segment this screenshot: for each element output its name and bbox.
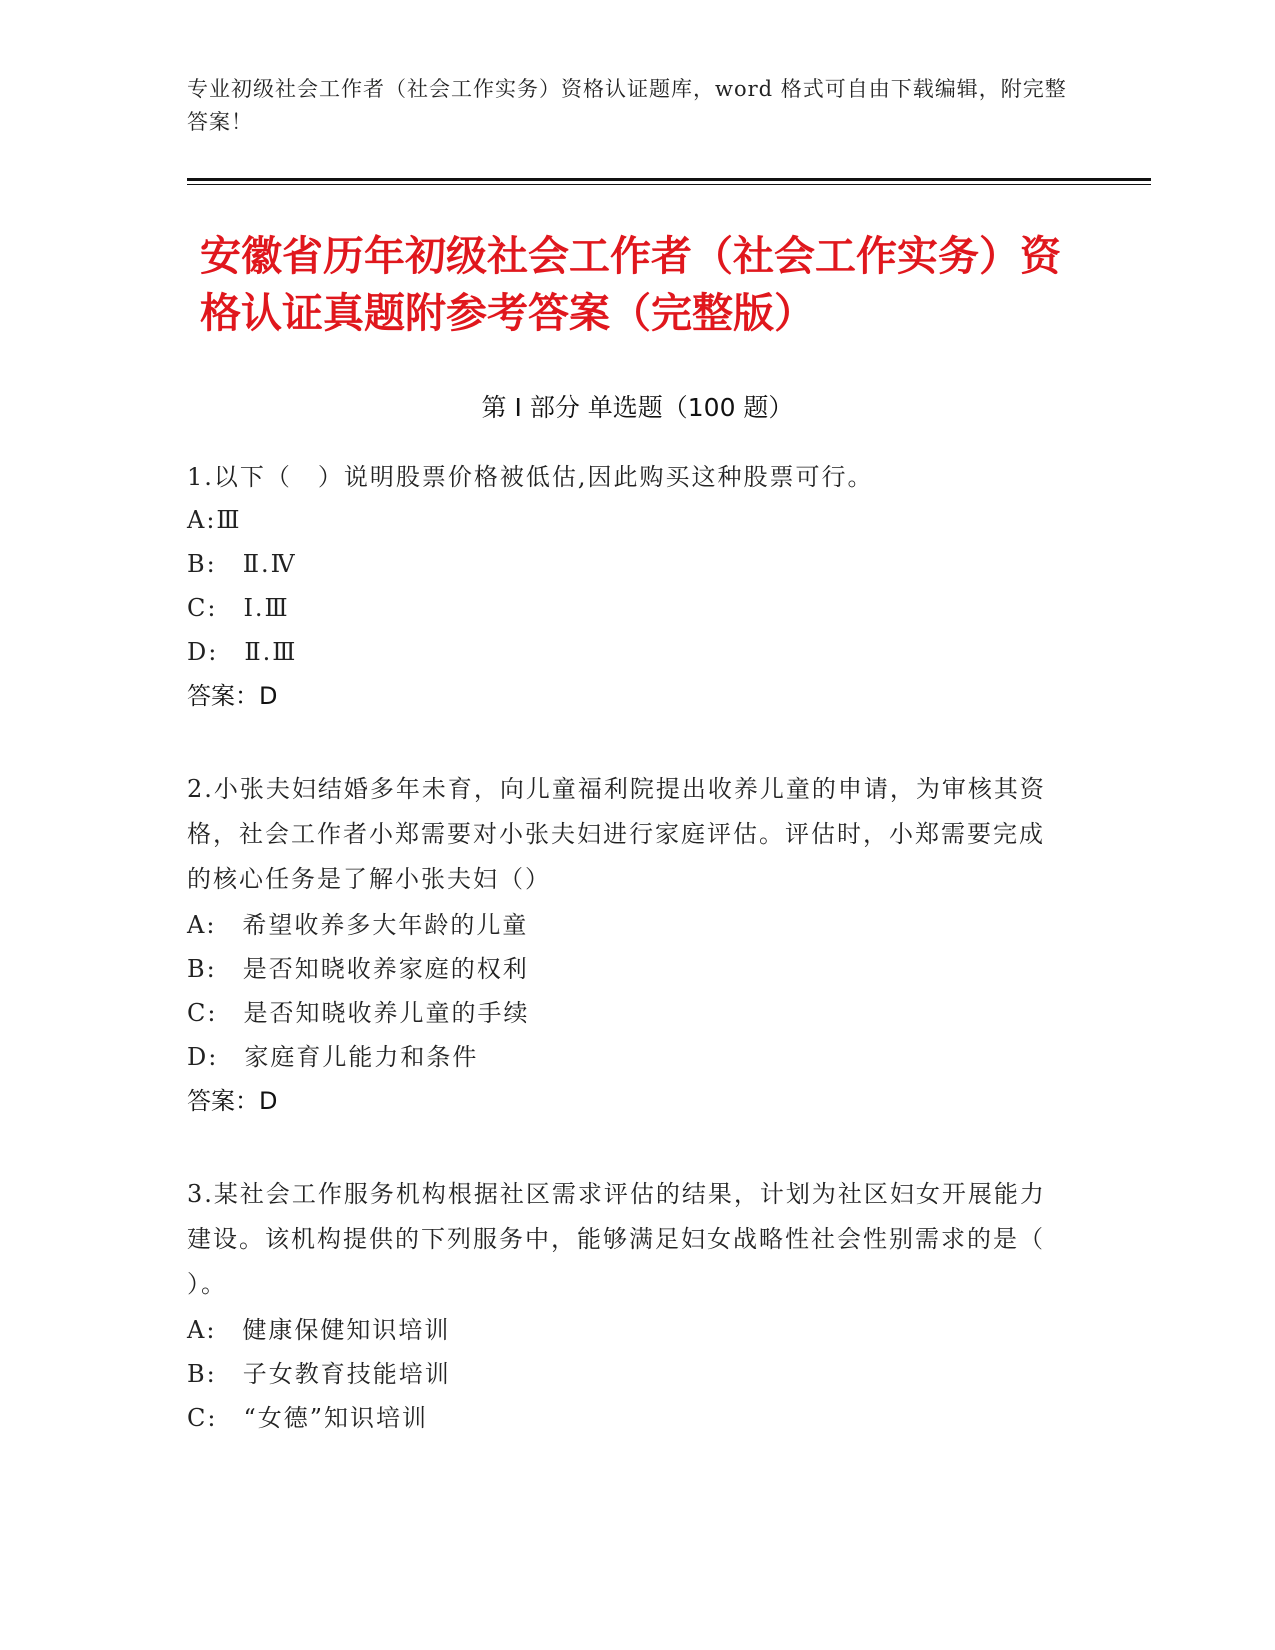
question-2-option-d: D: 家庭育儿能力和条件	[187, 1043, 479, 1071]
section-heading: 第 I 部分 单选题（100 题）	[481, 393, 794, 422]
question-1-option-a: A:Ⅲ	[187, 506, 242, 534]
header-rule-thick	[187, 178, 1151, 181]
question-2-stem: 2.小张夫妇结婚多年未育，向儿童福利院提出收养儿童的申请，为审核其资格，社会工作者小郑需要对小张夫妇进行家庭评估。评估时，小郑需要完成的核心任务是了解小张夫妇（）	[187, 775, 1046, 893]
question-1-option-c: C: Ⅰ.Ⅲ	[187, 594, 290, 622]
question-3-option-c: C: “女德”知识培训	[187, 1404, 428, 1432]
header-rule-thin	[187, 184, 1151, 185]
question-3-option-b: B: 子女教育技能培训	[187, 1360, 451, 1388]
document-title: 安徽省历年初级社会工作者（社会工作实务）资格认证真题附参考答案（完整版）	[200, 232, 1061, 337]
header-note: 专业初级社会工作者（社会工作实务）资格认证题库，word 格式可自由下载编辑，附完整答案！	[187, 77, 1067, 134]
question-2-option-b: B: 是否知晓收养家庭的权利	[187, 955, 529, 983]
question-1-answer: 答案：D	[187, 682, 278, 710]
question-2-option-a: A: 希望收养多大年龄的儿童	[187, 911, 529, 939]
question-3-stem: 3.某社会工作服务机构根据社区需求评估的结果，计划为社区妇女开展能力建设。该机构提供的下列服务中，能够满足妇女战略性社会性别需求的是（ ）。	[187, 1180, 1046, 1298]
question-1-option-d: D: Ⅱ.Ⅲ	[187, 638, 298, 666]
question-2-answer: 答案：D	[187, 1087, 278, 1115]
question-1-option-b: B: Ⅱ.Ⅳ	[187, 550, 297, 578]
question-1-stem: 1.以下（ ）说明股票价格被低估,因此购买这种股票可行。	[187, 463, 874, 491]
question-3-option-a: A: 健康保健知识培训	[187, 1316, 451, 1344]
question-2-option-c: C: 是否知晓收养儿童的手续	[187, 999, 530, 1027]
